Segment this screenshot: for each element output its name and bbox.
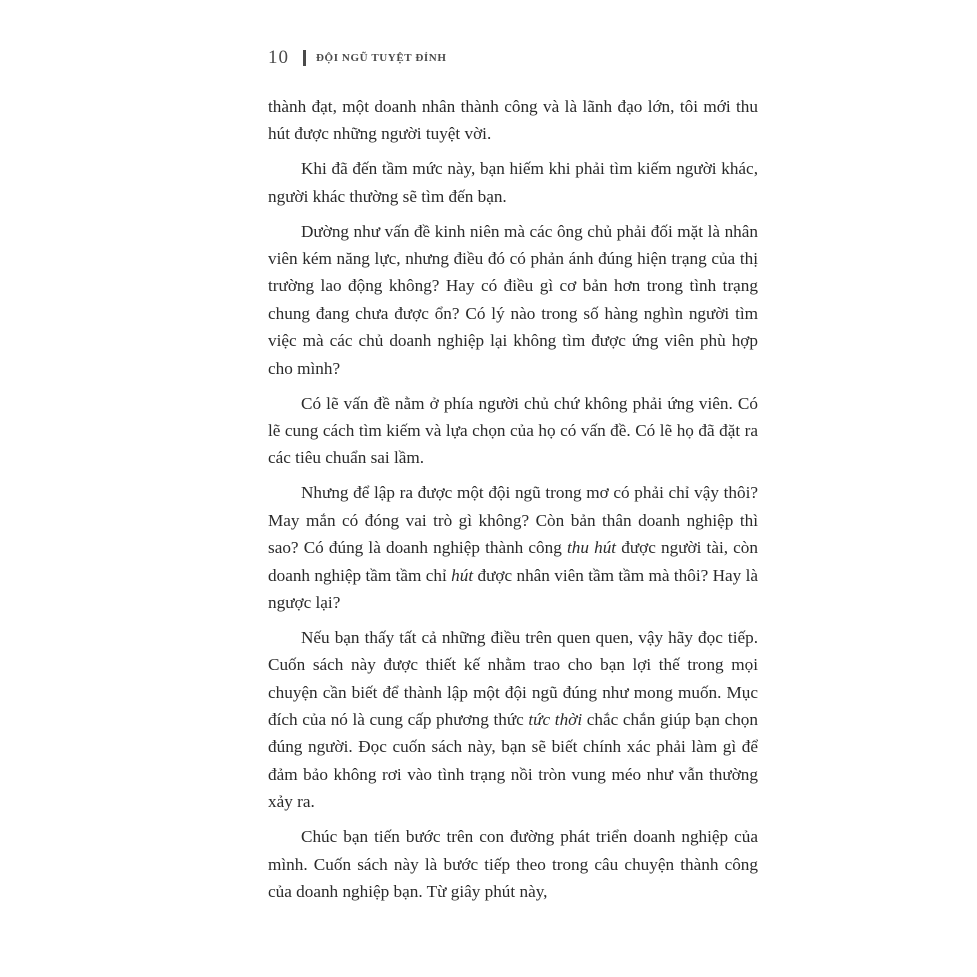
paragraph [268,479,758,616]
italic-emphasis: thu hút [567,538,617,558]
paragraph [268,155,758,210]
paragraph [268,390,758,472]
italic-emphasis: hút [451,565,474,585]
paragraph-text: Nhưng để lập ra được một đội ngũ trong mơ có phải chỉ vậy thôi? May mắn có đóng vai trò gì không? Còn bản thân doanh nghiệp thì sao? Có đúng là doanh nghiệp thành công [268,483,758,558]
paragraph-text: Chúc bạn tiến bước trên con đường phát triển doanh nghiệp của mình. Cuốn sách này là bước tiếp theo trong câu chuyện thành công của doanh nghiệp bạn. Từ giây phút này, [268,827,758,901]
paragraph-text: Nếu bạn thấy tất cả những điều trên quen quen, vậy hãy đọc tiếp. Cuốn sách này được thiết kế nhằm trao cho bạn lợi thế trong mọi chuyện cần biết để thành lập một đội ngũ đúng như mong muốn. Mục đích của nó là cung cấp phương thức [268,627,758,730]
paragraph-text: thành đạt, một doanh nhân thành công và là lãnh đạo lớn, tôi mới thu hút được những người tuyệt vời. [268,97,758,144]
paragraph [268,218,758,382]
paragraph [268,624,758,816]
italic-emphasis: tức thời [528,710,583,730]
paragraph-text: Có lẽ vấn đề nằm ở phía người chủ chứ không phải ứng viên. Có lẽ cung cách tìm kiếm và lựa chọn của họ có vấn đề. Có lẽ họ đã đặt ra các tiêu chuẩn sai lầm. [268,393,758,468]
running-title: ĐỘI NGŨ TUYỆT ĐỈNH [316,52,447,64]
paragraph-continued [268,93,758,148]
paragraph-text: được nhân viên tầm tầm mà thôi? Hay là ngược lại? [268,565,758,612]
page-number: 10 [268,47,289,68]
paragraph-text: Khi đã đến tầm mức này, bạn hiếm khi phải tìm kiếm người khác, người khác thường sẽ tìm đến bạn. [268,159,758,206]
paragraph-text: được người tài, còn doanh nghiệp tầm tầm chỉ [268,538,758,585]
paragraph-text: Dường như vấn đề kinh niên mà các ông chủ phải đối mặt là nhân viên kém năng lực, nhưng điều đó có phản ánh đúng hiện trạng của thị trường lao động không? Hay có điều gì cơ bản hơn trong tình trạng chung đang chưa được ổn? Có lý nào trong số hàng nghìn người tìm việc mà các chủ doanh nghiệp lại không tìm được ứng viên phù hợp cho mình? [268,221,758,378]
paragraph-text: chắc chắn giúp bạn chọn đúng người. Đọc cuốn sách này, bạn sẽ biết chính xác phải làm gì để đảm bảo không rơi vào tình trạng nồi tròn vung méo như vẫn thường xảy ra. [268,710,758,812]
page-header [268,40,447,76]
body-text [268,93,758,905]
header-divider [303,50,306,66]
paragraph [268,823,758,905]
